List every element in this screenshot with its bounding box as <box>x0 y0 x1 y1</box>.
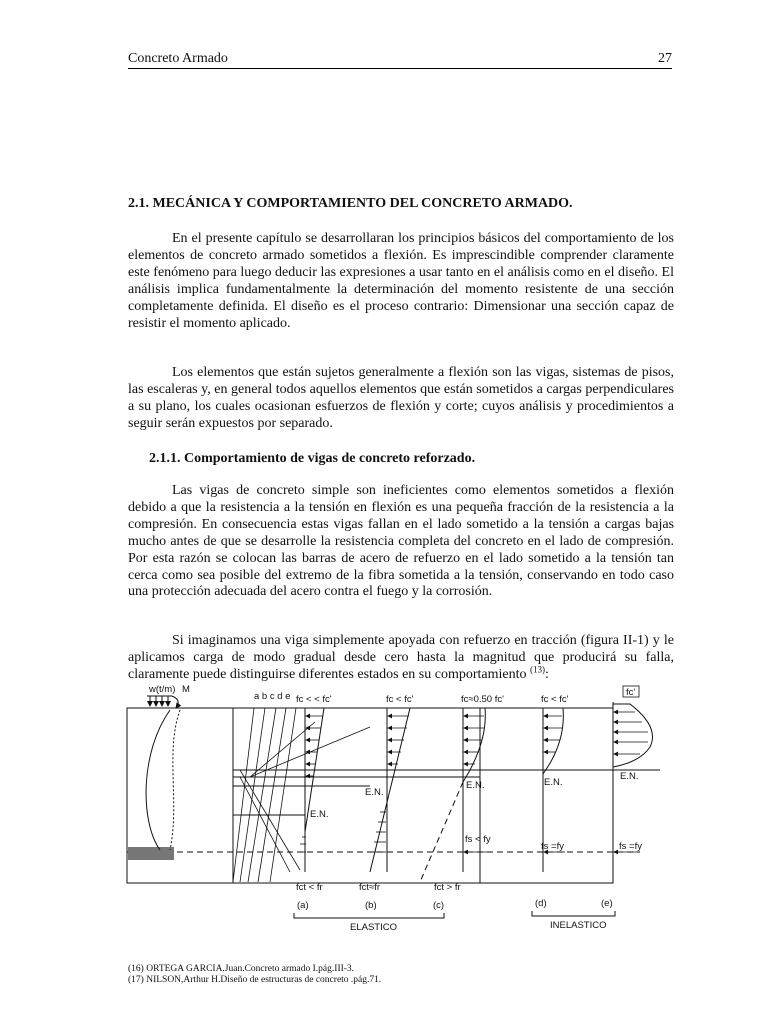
strain-letters: a b c d e <box>254 691 291 702</box>
stage-b: (b) <box>365 900 377 911</box>
footnotes <box>128 964 381 986</box>
top-label-b: fc < fc' <box>386 694 414 705</box>
top-label-e: fc' <box>626 687 636 698</box>
page-header <box>128 50 672 69</box>
paragraph-stages-text: Si imaginamos una viga simplemente apoyada con refuerzo en tracción (figura II-1) y le aplicamos carga de modo gradual desde cero hasta la magnitud que producirá su falla, claramente puede distinguirse diferentes estados en su comportamiento <box>128 633 674 682</box>
moment-arrow <box>172 696 178 708</box>
paragraph-elements: Los elementos que están sujetos generalmente a flexión son las vigas, sistemas de pisos, las escaleras y, en general todos aquellos elementos que están sometidos a cargas perpendiculares a su plano, los cuales ocasionan esfuerzos de flexión y corte; cuyos análisis y procedimientos a seguir serán expuestos por separado. <box>128 365 674 431</box>
inelastic-label: INELASTICO <box>550 920 607 931</box>
fct-label-c: fct > fr <box>434 882 461 893</box>
stage-c: (c) <box>433 900 445 911</box>
reference-13: (13) <box>529 664 545 675</box>
en-label-a: E.N. <box>310 809 329 820</box>
paragraph-beams: Las vigas de concreto simple son ineficientes como elementos sometidos a flexión debido a que la resistencia a la tensión en flexión es una pequeña fracción de la resistencia a la compresión. En consecuencia estas vigas fallan en el lado sometido a la tensión a cargas bajas mucho antes de que se desarrolle la resistencia completa del concreto en el lado de compresión. Por esta razón se colocan las barras de acero de refuerzo en el lado sometido a la tensión tan cerca como sea posible del extremo de la fibra sometida a la tensión, conservando en todo caso una protección adecuada del acero contra el fuego y la corrosión. <box>128 483 674 600</box>
stage-d: (d) <box>535 898 547 909</box>
strain-diagram <box>233 708 370 882</box>
inelastic-bracket <box>532 911 615 916</box>
top-label-c: fc≈0.50 fc' <box>461 694 504 705</box>
load-label: w(t/m) <box>149 684 176 695</box>
en-label-e: E.N. <box>620 771 639 782</box>
footnote-17: (17) NILSON,Arthur H.Diseño de estructuras de concreto .pág.71. <box>128 975 382 985</box>
moment-label: M <box>182 684 190 695</box>
fct-label-b: fct≈fr <box>359 882 381 893</box>
elastic-label: ELASTICO <box>350 922 397 933</box>
en-label-c: E.N. <box>466 780 485 791</box>
section-title: 2.1. MECÁNICA Y COMPORTAMIENTO DEL CONCRETO ARMADO. <box>128 196 573 211</box>
page-number: 27 <box>658 51 672 66</box>
fs-label-e: fs =fy <box>619 841 642 852</box>
stage-e: (e) <box>601 898 613 909</box>
fs-label-d: fs =fy <box>541 841 564 852</box>
fct-label-a: fct < fr <box>296 882 323 893</box>
elastic-bracket <box>294 913 444 918</box>
figure-beam-stages <box>120 682 660 937</box>
rebar-block <box>128 847 174 860</box>
load-arrows <box>147 696 172 706</box>
top-label-d: fc < fc' <box>541 694 569 705</box>
en-label-b: E.N. <box>365 787 384 798</box>
paragraph-stages-end: : <box>544 666 549 682</box>
header-title: Concreto Armado <box>128 51 228 66</box>
stage-a: (a) <box>297 900 309 911</box>
paragraph-intro: En el presente capítulo se desarrollaran los principios básicos del comportamiento de los elementos de concreto armado sometidos a flexión. Es imprescindible comprender claramente este fenómeno para luego deducir las expresiones a usar tanto en el análisis como en el diseño. El análisis implica fundamentalmente la determinación del momento resistente de una sección completamente definida. El diseño es el proceso contrario: Dimensionar una sección capaz de resistir el momento aplicado. <box>128 231 674 331</box>
en-label-d: E.N. <box>544 777 563 788</box>
top-label-a: fc < < fc' <box>296 694 332 705</box>
fs-label-c: fs < fy <box>465 834 491 845</box>
beam-curve <box>146 710 170 850</box>
subsection-title: 2.1.1. Comportamiento de vigas de concreto reforzado. <box>149 451 476 466</box>
footnote-16: (16) ORTEGA GARCIA.Juan.Concreto armado I.pág.III-3. <box>128 964 355 974</box>
paragraph-stages <box>128 633 674 684</box>
